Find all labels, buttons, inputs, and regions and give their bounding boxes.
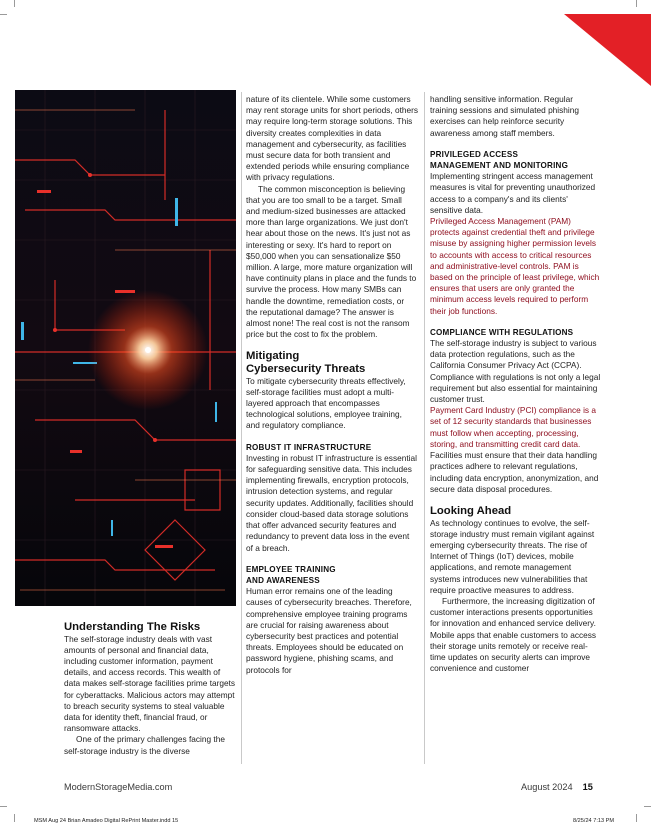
crop-mark	[0, 806, 7, 807]
red-corner-triangle	[564, 14, 651, 86]
section-heading-understanding-risks: Understanding The Risks	[64, 621, 201, 633]
heading-line: PRIVILEGED ACCESS	[430, 149, 519, 159]
body-paragraph: Investing in robust IT infrastructure is essential for safeguarding sensitive data. This includes implementing firewalls, encryption protocols, intrusion detection systems, and regular security updates. Additionally, facilities should consider cloud-based data storage solutions that offer advanced security features and redundancy to prevent data loss in the event of a breach.	[246, 452, 417, 553]
crop-mark	[14, 814, 15, 822]
heading-line: AND AWARENESS	[246, 575, 320, 585]
crop-mark	[636, 814, 637, 822]
crop-mark	[0, 14, 7, 15]
subheading-robust-it: ROBUST IT INFRASTRUCTURE	[246, 442, 372, 452]
body-paragraph: One of the primary challenges facing the self-storage industry is the diverse	[64, 734, 225, 756]
body-paragraph: To mitigate cybersecurity threats effectively, self-storage facilities must adopt a multi-layered approach that encompasses technological solutions, employee training, and regulatory compliance.	[246, 375, 406, 431]
slug-filename: MSM Aug 24 Brian Amadeo Digital RePrint Master.indd 15	[34, 818, 179, 824]
body-paragraph: Furthermore, the increasing digitization of customer interactions presents opportunities for innovation and enhanced service delivery. Mobile apps that enable customers to access their storage units remotely or receive real-time updates on security alerts can improve convenience and customer	[430, 595, 597, 674]
subheading-privileged-access	[430, 149, 602, 171]
highlighted-paragraph: Privileged Access Management (PAM) protects against credential theft and privilege misuse by assigning higher permission levels to accounts with access to critical resources and administrative-level controls. PAM is based on the principle of least privilege, which ensures that users are only granted the minimum access levels required to perform their job functions.	[430, 216, 600, 316]
issue-date: August 2024	[521, 782, 573, 792]
heading-line: MANAGEMENT AND MONITORING	[430, 161, 569, 171]
crop-mark	[14, 0, 15, 7]
column-divider	[424, 92, 425, 764]
body-paragraph: handling sensitive information. Regular training sessions and simulated phishing exercises can help reinforce security awareness among staff members.	[430, 94, 579, 138]
column-1	[64, 621, 236, 757]
subheading-employee-training	[246, 564, 418, 586]
highlighted-paragraph: Payment Card Industry (PCI) compliance is a set of 12 security standards that businesses must follow when accepting, processing, storing, and transmitting credit card data.	[430, 405, 596, 449]
subheading-compliance: COMPLIANCE WITH REGULATIONS	[430, 327, 574, 337]
body-paragraph: nature of its clientele. While some customers may rent storage units for short periods, others may require long-term storage solutions. This diversity creates complexities in data management and cybersecurity, as facilities must secure data for both transient and extended periods while ensuring compliance with privacy regulations.	[246, 94, 419, 183]
heading-line: Cybersecurity Threats	[246, 363, 366, 376]
footer-issue	[521, 782, 593, 792]
slug-timestamp: 8/25/24 7:13 PM	[573, 818, 615, 824]
footer-website: ModernStorageMedia.com	[64, 782, 173, 792]
column-divider	[241, 92, 242, 764]
crop-mark	[644, 806, 651, 807]
page-number: 15	[582, 782, 593, 792]
heading-line: EMPLOYEE TRAINING	[246, 564, 336, 574]
section-heading-mitigating	[246, 350, 418, 375]
body-paragraph: The self-storage industry deals with vast amounts of personal and financial data, including customer information, payment details, and access records. This wealth of data makes self-storage facilities prime targets for cyberattacks. Malicious actors may attempt to breach security systems to steal valuable data for identity theft, financial fraud, or ransomware attacks.	[64, 633, 236, 734]
body-paragraph: The self-storage industry is subject to various data protection regulations, such as the California Consumer Privacy Act (CCPA). Compliance with regulations is not only a legal requirement but also essential for maintaining customer trust.	[430, 338, 601, 405]
hero-image	[15, 90, 236, 606]
body-paragraph: The common misconception is believing that you are too small to be a target. Small and medium-sized businesses are attacked more than large organizations. We just don't hear about those on the news. It's just not as interesting or sexy. It's hard to report on $50,000 when you can sensationalize $50 million. A large, more mature organization will have continuity plans in place and the funds to survive the process. How many SMBs can handle the downtime, remediation costs, or the reputational damage? The answer is almost none! The real cost is not the ransom price but the cost to fix the problem.	[246, 183, 417, 340]
body-paragraph: Human error remains one of the leading causes of cybersecurity breaches. Therefore, comprehensive employee training programs are crucial for raising awareness about cybersecurity best practices and potential threats. Employees should be educated on password hygiene, phishing scams, and protocols for	[246, 586, 412, 675]
column-3	[430, 94, 602, 674]
heading-line: Mitigating	[246, 350, 300, 363]
crop-mark	[636, 0, 637, 7]
column-2	[246, 94, 418, 676]
body-paragraph: As technology continues to evolve, the self-storage industry must remain vigilant against emerging cybersecurity threats. The rise of Internet of Things (IoT) devices, mobile applications, and remote management systems introduces new vulnerabilities that require proactive measures to address.	[430, 517, 595, 595]
body-paragraph: Implementing stringent access management measures is vital for preventing unauthorized access to a company's and its clients' sensitive data.	[430, 171, 596, 215]
section-heading-looking-ahead: Looking Ahead	[430, 504, 512, 517]
body-paragraph: Facilities must ensure that their data handling practices adhere to relevant regulations, including data encryption, anonymization, and secure data disposal procedures.	[430, 450, 599, 494]
